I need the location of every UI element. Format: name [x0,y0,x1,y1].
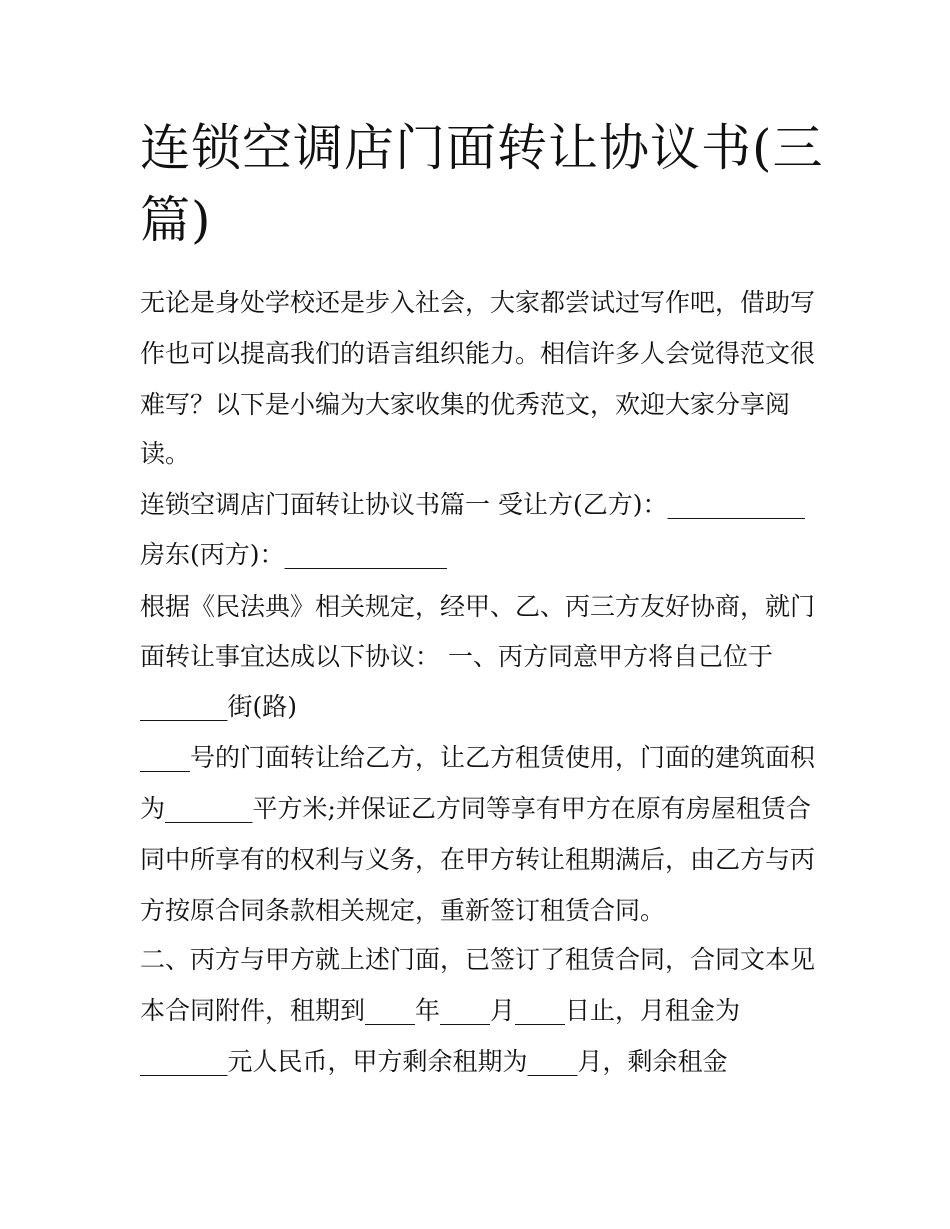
paragraph-line: 无论是身处学校还是步入社会，大家都尝试过写作吧，借助写 [140,288,816,317]
paragraph-line: _______街(路) [140,692,298,721]
paragraph-line: 方按原合同条款相关规定，重新签订租赁合同。 [140,896,666,925]
paragraph-line: 面转让事宜达成以下协议： 一、丙方同意甲方将自己位于 [140,642,773,671]
paragraph-line: 根据《民法典》相关规定，经甲、乙、丙三方友好协商，就门 [140,592,816,621]
paragraph-line: 二、丙方与甲方就上述门面，已签订了租赁合同，合同文本见 [140,945,816,974]
paragraph-line: 读。 [140,439,191,468]
paragraph-line: 同中所享有的权利与义务，在甲方转让租期满后，由乙方与丙 [140,845,816,874]
paragraph-line: ____号的门面转让给乙方，让乙方租赁使用，门面的建筑面积 [140,743,816,772]
document-title: 连锁空调店门面转让协议书(三篇) [140,119,824,249]
paragraph-line: 为_______平方米;并保证乙方同等享有甲方在原有房屋租赁合 [140,794,811,823]
paragraph-line: 作也可以提高我们的语言组织能力。相信许多人会觉得范文很 [140,339,816,368]
paragraph-line: _______元人民币，甲方剩余租期为____月，剩余租金 [140,1047,728,1076]
paragraph-line: 本合同附件，租期到____年____月____日止，月租金为 [140,996,741,1025]
paragraph-line: 连锁空调店门面转让协议书篇一 受让方(乙方)：___________ [140,490,805,519]
paragraph-line: 难写？以下是小编为大家收集的优秀范文，欢迎大家分享阅 [140,390,791,419]
paragraph-line: 房东(丙方)：_____________ [140,540,448,569]
